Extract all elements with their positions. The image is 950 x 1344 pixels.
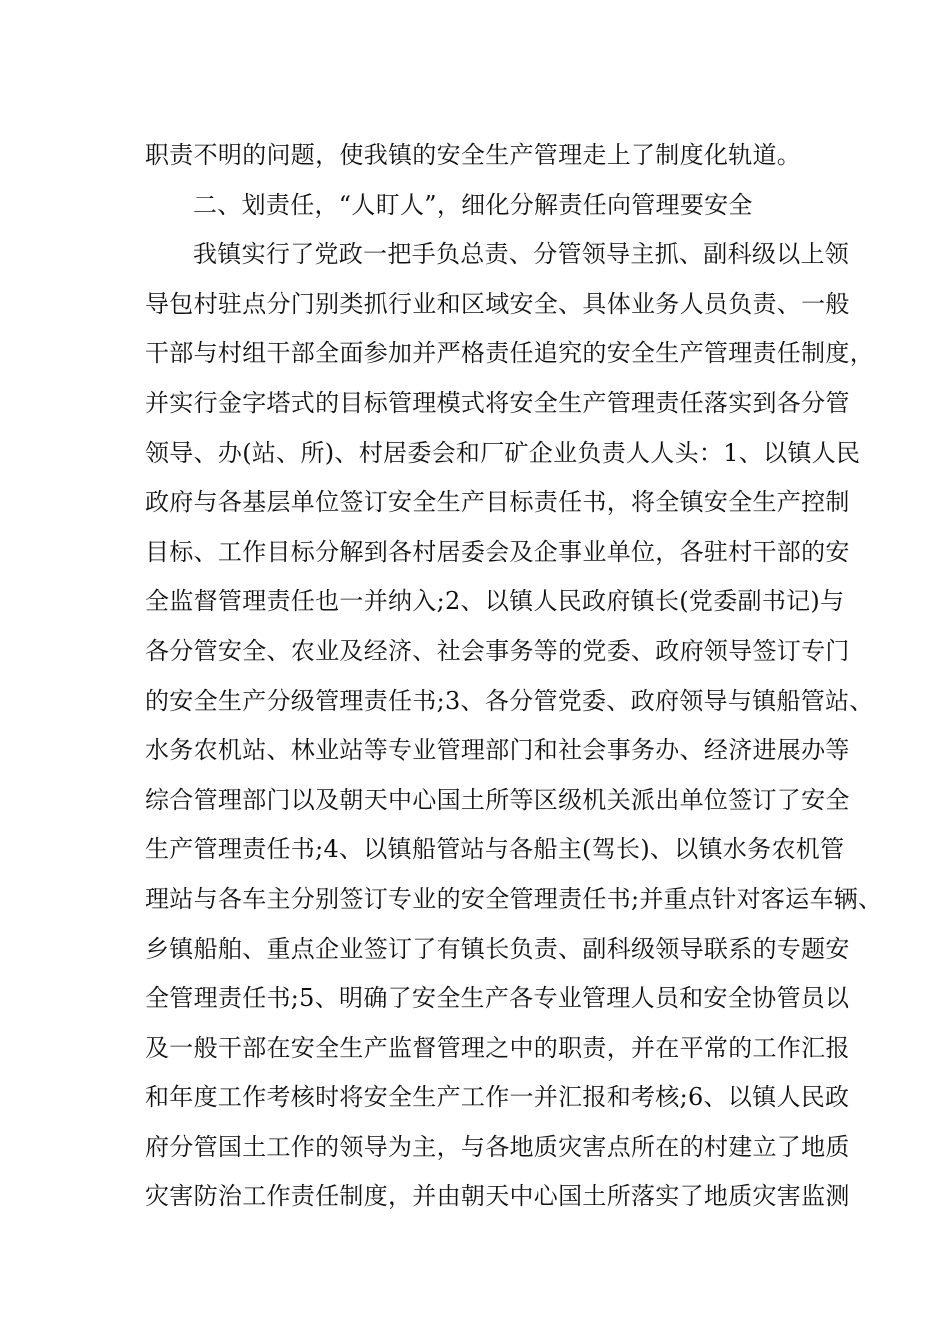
text-line: 领导、办(站、所)、村居委会和厂矿企业负责人人头：1、以镇人民 [145, 438, 861, 467]
text-line: 理站与各车主分别签订专业的安全管理责任书;并重点针对客运车辆、 [145, 884, 883, 913]
text-line: 水务农机站、林业站等专业管理部门和社会事务办、经济进展办等 [145, 736, 850, 765]
text-line: 我镇实行了党政一把手负总责、分管领导主抓、副科级以上领 [193, 240, 850, 269]
section-heading: 二、划责任，“人盯人”，细化分解责任向管理要安全 [193, 190, 753, 219]
text-line: 和年度工作考核时将安全生产工作一并汇报和考核;6、以镇人民政 [145, 1083, 850, 1112]
text-line: 府分管国土工作的领导为主，与各地质灾害点所在的村建立了地质 [145, 1132, 850, 1161]
text-line: 全管理责任书;5、明确了安全生产各专业管理人员和安全协管员以 [145, 984, 850, 1013]
text-line: 的安全生产分级管理责任书;3、各分管党委、政府领导与镇船管站、 [145, 686, 874, 715]
text-line: 综合管理部门以及朝天中心国土所等区级机关派出单位签订了安全 [145, 785, 850, 814]
text-line: 导包村驻点分门别类抓行业和区域安全、具体业务人员负责、一般 [145, 289, 850, 318]
text-line: 及一般干部在安全生产监督管理之中的职责，并在平常的工作汇报 [145, 1033, 850, 1062]
text-line: 灾害防治工作责任制度，并由朝天中心国土所落实了地质灾害监测 [145, 1182, 850, 1211]
text-line: 并实行金字塔式的目标管理模式将安全生产管理责任落实到各分管 [145, 388, 850, 417]
text-line: 目标、工作目标分解到各村居委会及企事业单位，各驻村干部的安 [145, 537, 850, 566]
text-line: 乡镇船舶、重点企业签订了有镇长负责、副科级领导联系的专题安 [145, 934, 850, 963]
text-line: 职责不明的问题，使我镇的安全生产管理走上了制度化轨道。 [145, 141, 802, 169]
text-line: 生产管理责任书;4、以镇船管站与各船主(驾长)、以镇水务农机管 [145, 835, 845, 864]
text-line: 干部与村组干部全面参加并严格责任追究的安全生产管理责任制度， [145, 339, 874, 368]
body-text [145, 131, 883, 1222]
text-line: 全监督管理责任也一并纳入;2、以镇人民政府镇长(党委副书记)与 [145, 587, 845, 616]
text-line: 各分管安全、农业及经济、社会事务等的党委、政府领导签订专门 [145, 636, 850, 665]
text-line: 政府与各基层单位签订安全生产目标责任书，将全镇安全生产控制 [145, 488, 850, 517]
